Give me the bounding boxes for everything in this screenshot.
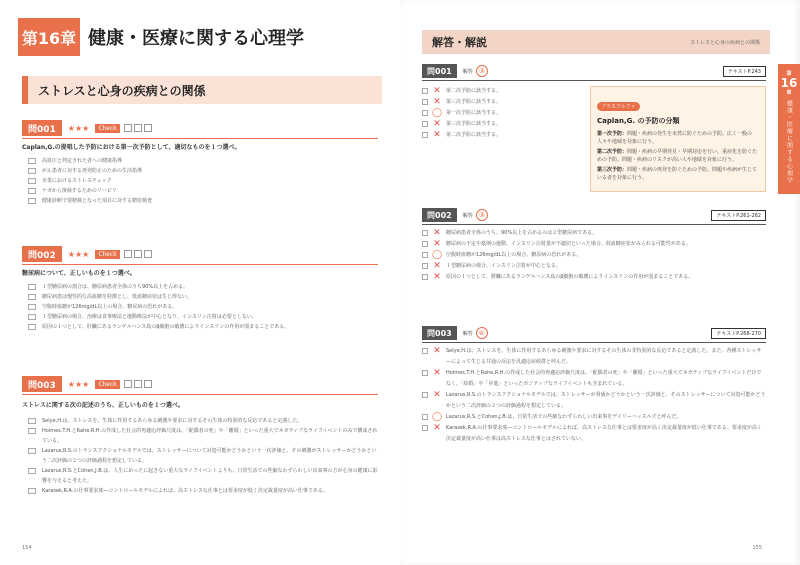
- text-reference: テキストP.261-262: [711, 210, 766, 221]
- question-number: 問001: [22, 120, 62, 136]
- option-text: Lazarus,R.S.のトランスアクショナルモデルでは、ストレッサーについて対処可能かどうかという一次評価と、その刺激がストレッサーかどうかという二次評価の２つの評価過程を想定している。: [42, 448, 377, 464]
- option-checkbox[interactable]: [422, 230, 428, 236]
- option-checkbox[interactable]: [422, 348, 428, 354]
- plus-alpha-note: [590, 86, 766, 192]
- question-number: 問001: [422, 64, 457, 78]
- answer-number: ③: [476, 209, 488, 221]
- answer-number: ③: [476, 65, 488, 77]
- option-text: １型糖尿病の場合、治療は食事療法と運動療法が中心となり、インスリン注射は必要としない。: [42, 314, 257, 320]
- answer-text: Lazarus,R.S.のトランスアクショナルモデルでは、ストレッサーが脅威かどうかという一次評価と、そのストレッサーについて対処可能かどうかという二次評価の２つの評価過程を想定している。: [446, 392, 766, 409]
- divider: [22, 264, 378, 265]
- note-item: [597, 148, 759, 164]
- answer-item: [422, 272, 766, 283]
- answer-header-002: [422, 208, 766, 222]
- option-checkbox[interactable]: [422, 274, 428, 280]
- option-item: [28, 302, 378, 312]
- answer-subtitle: ストレスと心身の疾病との関係: [690, 39, 760, 46]
- incorrect-mark-icon: ✕: [433, 346, 441, 356]
- option-item: [28, 196, 378, 206]
- question-text: Caplan,G.の提唱した予防における第一次予防として、適切なものを１つ選べ。: [22, 144, 241, 151]
- option-item: [28, 446, 378, 466]
- answer-text: 第三次予防に該当する。: [446, 121, 502, 127]
- question-number: 問003: [422, 326, 457, 340]
- text-reference: テキストP.268-270: [711, 328, 766, 339]
- page-number: 154: [22, 545, 32, 551]
- option-checkbox[interactable]: [28, 294, 36, 300]
- option-text: がん患者に対する再発防止のための生活指導: [42, 168, 143, 174]
- option-checkbox[interactable]: [28, 468, 36, 474]
- answer-item: [422, 261, 766, 272]
- option-checkbox[interactable]: [28, 178, 36, 184]
- incorrect-mark-icon: ✕: [433, 261, 441, 271]
- incorrect-mark-icon: ✕: [433, 423, 441, 433]
- answer-text: Holmes,T.H.とRahe,R.H.の作成した社会的再適応評価尺度は、「配偶者の死」や「離婚」といった重大でネガティブなライフイベントだけでなく、「結婚」や「昇進」といったポジティブなライフイベントも含まれている。: [446, 370, 762, 387]
- question-header-002: [22, 246, 152, 262]
- option-checkbox[interactable]: [28, 304, 36, 310]
- option-text: 糖尿病患は慢性的な高血糖を特徴とし、低血糖症状は生じ得ない。: [42, 294, 193, 300]
- option-checkbox[interactable]: [28, 284, 36, 290]
- option-list: [28, 416, 378, 496]
- check-boxes: [124, 380, 152, 388]
- check-label: Check: [95, 380, 119, 389]
- option-item: [28, 426, 378, 446]
- option-text: ケガから復帰するためのリハビリ: [42, 188, 117, 194]
- difficulty-stars: ★★★: [67, 249, 90, 259]
- check-box[interactable]: [144, 380, 152, 388]
- option-checkbox[interactable]: [28, 418, 36, 424]
- difficulty-stars: ★★★: [67, 123, 90, 133]
- check-box[interactable]: [124, 250, 132, 258]
- check-box[interactable]: [134, 250, 142, 258]
- option-item: [28, 156, 378, 166]
- right-page: [400, 0, 800, 565]
- page-number: 155: [752, 545, 762, 551]
- answer-number: ④: [476, 327, 488, 339]
- difficulty-stars: ★★★: [67, 379, 90, 389]
- answer-list: [422, 228, 766, 283]
- answer-text: １型糖尿病の場合、インスリン注射が中心となる。: [446, 263, 561, 269]
- incorrect-mark-icon: ✕: [433, 119, 441, 129]
- option-checkbox[interactable]: [28, 168, 36, 174]
- answer-label: 解答: [462, 330, 473, 337]
- check-boxes: [124, 124, 152, 132]
- option-checkbox[interactable]: [28, 198, 36, 204]
- option-item: [28, 466, 378, 486]
- option-checkbox[interactable]: [422, 132, 428, 138]
- divider: [422, 342, 766, 343]
- answer-text: 第三次予防に該当する。: [446, 99, 502, 105]
- answer-text: Selye,H.は、ストレスを、生体に作用するあらゆる刺激や要求に対するその生体の非特異的な反応であると定義した。また、各種ストレッサーによって生じる共通の反応を汎適応症候群と呼んだ。: [446, 348, 762, 365]
- option-text: Karasek,R.A.の仕事要求度―コントロールモデルによれば、高ストレスな仕事とは要求度が低く決定裁量度が高い仕事である。: [42, 488, 328, 494]
- option-text: 企業におけるストレスチェック: [42, 178, 112, 184]
- tab-chapter-suffix: 章: [786, 90, 792, 96]
- check-box[interactable]: [134, 124, 142, 132]
- note-item-body: 問題・疾病の再発を防ぐための予防。問題や疾病が生じている者を対象に行う。: [597, 167, 758, 181]
- option-checkbox[interactable]: [28, 314, 36, 320]
- question-number: 問002: [422, 208, 457, 222]
- answer-label: 解答: [462, 68, 473, 75]
- answer-text: 空腹時血糖が126mg/dL以上の場合、糖尿病の恐れがある。: [446, 252, 582, 258]
- option-checkbox[interactable]: [28, 448, 36, 454]
- question-header-003: [22, 376, 152, 392]
- incorrect-mark-icon: ✕: [433, 228, 441, 238]
- option-checkbox[interactable]: [422, 121, 428, 127]
- answer-item: [422, 412, 766, 423]
- answer-item: [422, 346, 766, 368]
- option-checkbox[interactable]: [28, 188, 36, 194]
- chapter-header: [18, 18, 390, 56]
- note-item-head: 第一次予防：: [597, 131, 628, 137]
- option-checkbox[interactable]: [422, 263, 428, 269]
- answer-text: Karasek,R.A.の仕事要求度―コントロールモデルによれば、高ストレスな仕事とは要求度が高く決定裁量度が低い仕事である。要求度が高く決定裁量度が高い仕事は高ストレスな仕事とはされていない。: [446, 425, 762, 442]
- option-item: [28, 292, 378, 302]
- answer-item: [422, 423, 766, 445]
- text-reference: テキストP.243: [723, 66, 766, 77]
- option-checkbox[interactable]: [422, 99, 428, 105]
- note-item: [597, 166, 759, 182]
- answer-text: 第一次予防に該当する。: [446, 110, 502, 116]
- option-checkbox[interactable]: [422, 414, 428, 420]
- incorrect-mark-icon: ✕: [433, 130, 441, 140]
- note-item-body: 問題・疾病の早期発見・早期対応を行い、重症化を防ぐための予防。問題・疾病のリスクが高い人や地域を対象に行う。: [597, 149, 758, 163]
- section-title: ストレスと心身の疾病との関係: [22, 76, 382, 104]
- divider: [22, 138, 378, 139]
- chapter-side-tab[interactable]: [778, 64, 800, 194]
- check-label: Check: [95, 250, 119, 259]
- answer-item: [422, 368, 766, 390]
- check-box[interactable]: [124, 124, 132, 132]
- answer-text: 糖尿病患者全体のうち、90%以上を占めるのは２型糖尿病である。: [446, 230, 598, 236]
- check-boxes: [124, 250, 152, 258]
- option-list: [28, 156, 378, 206]
- answer-item: [422, 250, 766, 261]
- option-text: １型糖尿病の割合は、糖尿病患者全体のうち90%以上を占める。: [42, 284, 189, 290]
- check-box[interactable]: [134, 380, 142, 388]
- option-item: [28, 282, 378, 292]
- check-box[interactable]: [124, 380, 132, 388]
- incorrect-mark-icon: ✕: [433, 97, 441, 107]
- question-text: 糖尿病について、正しいものを１つ選べ。: [22, 270, 136, 277]
- answer-text: 第二次予防に該当する。: [446, 132, 502, 138]
- question-number: 問002: [22, 246, 62, 262]
- answer-header-003: [422, 326, 766, 340]
- answer-title: 解答・解説: [432, 36, 487, 49]
- option-item: [28, 322, 378, 332]
- answer-item: [422, 119, 582, 130]
- answer-item: [422, 239, 766, 250]
- option-text: 原因の１つとして、肝臓にあるランゲルハンス島のβ細胞の破壊によりインスリンの作用が弱まることである。: [42, 324, 290, 330]
- note-item-body: 問題・疾病の発生を未然に防ぐための予防。広く一般の人々や地域を対象に行う。: [597, 131, 753, 145]
- option-checkbox[interactable]: [422, 110, 428, 116]
- answer-item: [422, 86, 582, 97]
- incorrect-mark-icon: ✕: [433, 272, 441, 282]
- option-checkbox[interactable]: [28, 488, 36, 494]
- question-header-001: [22, 120, 152, 136]
- answer-item: [422, 228, 766, 239]
- answer-item: [422, 130, 582, 141]
- answer-header-001: [422, 64, 766, 78]
- option-item: [28, 186, 378, 196]
- incorrect-mark-icon: ✕: [433, 239, 441, 249]
- option-checkbox[interactable]: [422, 88, 428, 94]
- option-checkbox[interactable]: [28, 324, 36, 330]
- tab-chapter-number: 16: [780, 76, 798, 90]
- answer-label: 解答: [462, 212, 473, 219]
- answer-item: [422, 108, 582, 119]
- note-title: Caplan,G. の予防の分類: [597, 117, 680, 125]
- question-number: 問003: [22, 376, 62, 392]
- answer-item: [422, 97, 582, 108]
- option-text: Lazarus,R.S.とCohen,J.B.は、人生にめったに起きない重大なライフイベントよりも、日常生活での些細なわずらわしい出来事の方が心身の健康に影響を与えると考えた。: [42, 468, 378, 484]
- note-item-head: 第二次予防：: [597, 149, 628, 155]
- incorrect-mark-icon: ✕: [433, 368, 441, 378]
- incorrect-mark-icon: ✕: [433, 390, 441, 400]
- option-item: [28, 176, 378, 186]
- correct-mark-icon: ◯: [432, 250, 443, 260]
- option-item: [28, 416, 378, 426]
- option-checkbox[interactable]: [28, 428, 36, 434]
- option-checkbox[interactable]: [422, 392, 428, 398]
- divider: [422, 80, 766, 81]
- answer-list: [422, 86, 582, 141]
- option-checkbox[interactable]: [422, 241, 428, 247]
- chapter-badge: 第16章: [18, 18, 80, 56]
- answer-list: [422, 346, 766, 445]
- option-item: [28, 166, 378, 176]
- correct-mark-icon: ◯: [432, 108, 443, 118]
- option-checkbox[interactable]: [422, 370, 428, 376]
- correct-mark-icon: ◯: [432, 412, 443, 422]
- answer-text: 原因の１つとして、膵臓にあるランゲルハンス島のβ細胞の破壊によりインスリンの作用が弱まることである。: [446, 274, 694, 280]
- answer-text: Lazarus,R.S.とCohen,J.B.は、日常生活での些細なわずらわしい出来事をデイリーハッスルズと呼んだ。: [446, 414, 682, 420]
- incorrect-mark-icon: ✕: [433, 86, 441, 96]
- option-text: Selye,H.は、ストレスを、生体に作用するあらゆる刺激や要求に対するその生体の特異的な反応であると定義した。: [42, 418, 303, 424]
- divider: [22, 394, 378, 395]
- option-text: 高血圧と判定された者への健康指導: [42, 158, 123, 164]
- option-list: [28, 282, 378, 332]
- tab-chapter-prefix: 第: [786, 71, 792, 77]
- answer-text: 第二次予防に該当する。: [446, 88, 502, 94]
- option-text: Holmes,T.H.とRahe,R.H.の作成した社会的再適応評価尺度は、「配偶者の死」や「離婚」といった重大でネガティブなライフイベントのみで構成されている。: [42, 428, 378, 444]
- question-text: ストレスに関する次の記述のうち、正しいものを１つ選べ。: [22, 402, 184, 409]
- answer-text: 糖尿病の不定や薬剤の運動、インスリン注射量が不適切といった場合、低血糖症状がみられる可能性がある。: [446, 241, 691, 247]
- option-text: 空腹時血糖が126mg/dL以上の場合、糖尿病の恐れがある。: [42, 304, 178, 310]
- check-box[interactable]: [144, 124, 152, 132]
- note-tag: プラスアルファ: [597, 102, 640, 111]
- tab-chapter-title: 健康・医療に関する心理学: [785, 100, 793, 184]
- check-box[interactable]: [144, 250, 152, 258]
- chapter-title: 健康・医療に関する心理学: [88, 28, 304, 49]
- note-item-head: 第三次予防：: [597, 167, 628, 173]
- option-item: [28, 312, 378, 322]
- option-item: [28, 486, 378, 496]
- answer-item: [422, 390, 766, 412]
- option-text: 健康診断で要精検となった項目に対する精密検査: [42, 198, 153, 204]
- note-item: [597, 130, 759, 146]
- check-label: Check: [95, 124, 119, 133]
- option-checkbox[interactable]: [422, 252, 428, 258]
- option-checkbox[interactable]: [422, 425, 428, 431]
- option-checkbox[interactable]: [28, 158, 36, 164]
- answer-header: [422, 30, 770, 54]
- divider: [422, 224, 766, 225]
